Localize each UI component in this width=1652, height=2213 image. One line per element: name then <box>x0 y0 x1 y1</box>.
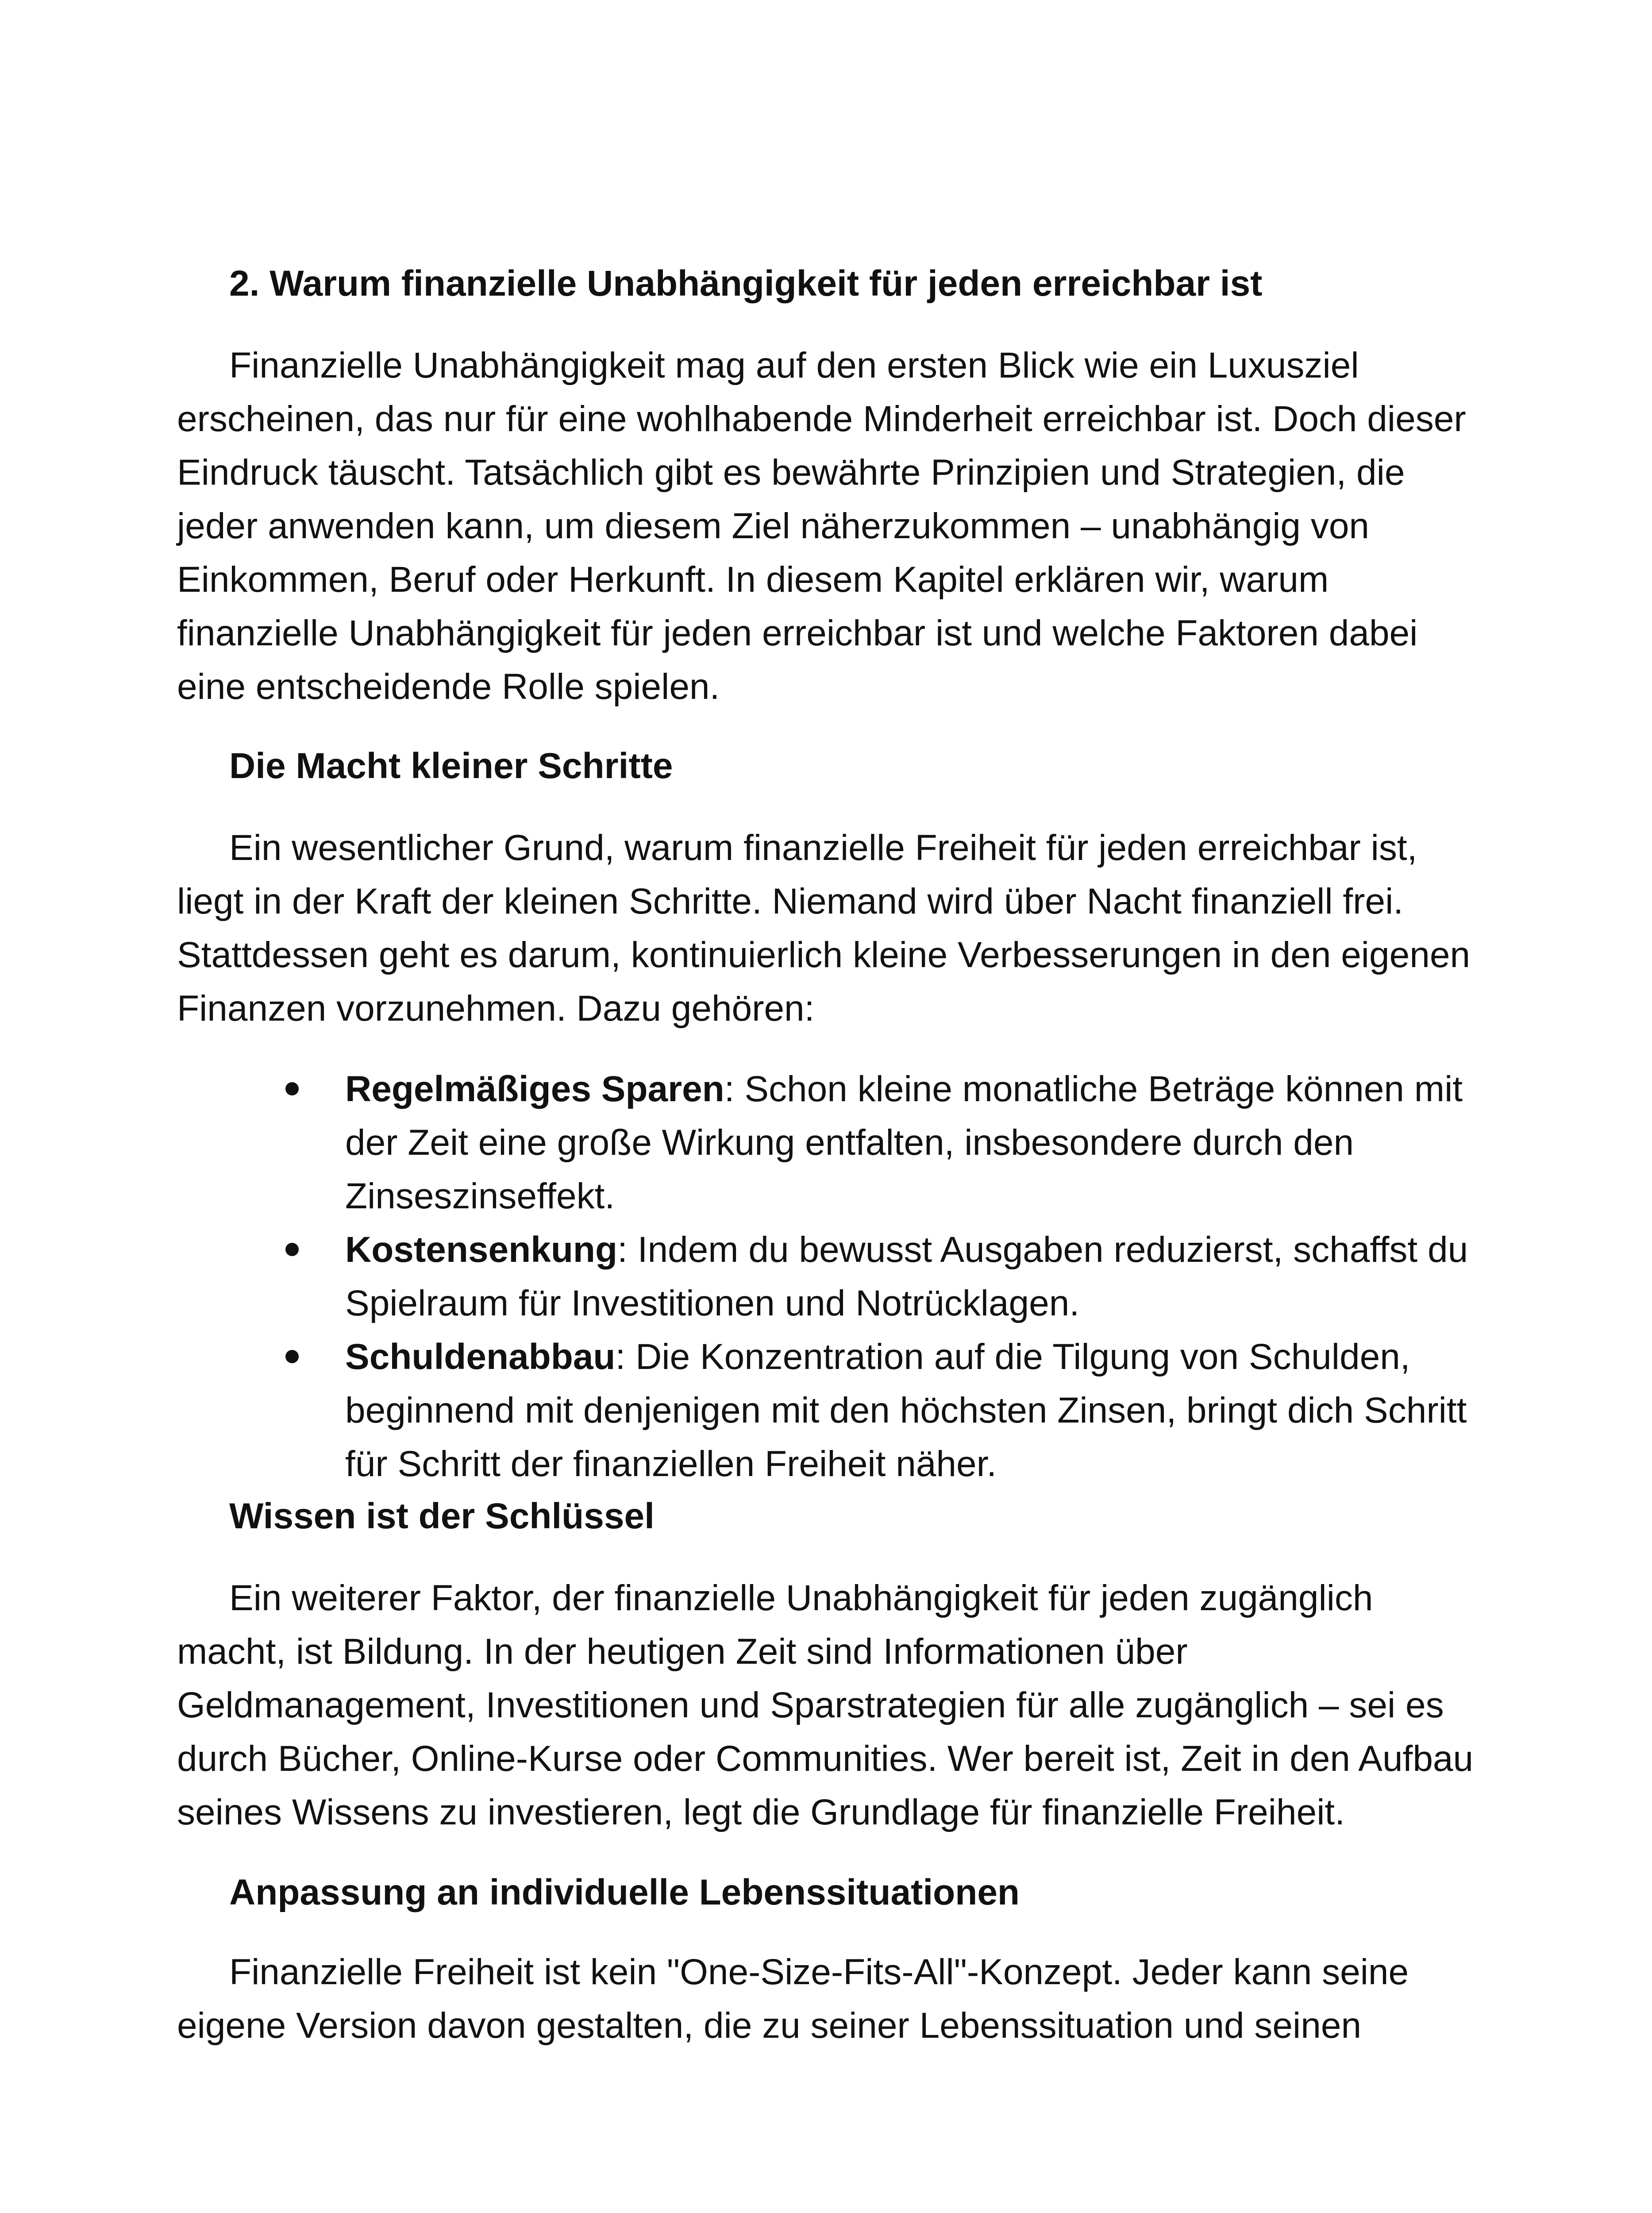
list-item-term: Regelmäßiges Sparen <box>345 1069 724 1109</box>
bullet-icon <box>285 1243 299 1256</box>
bullet-list <box>177 1062 1483 1491</box>
section-paragraph-kleine-schritte: Ein wesentlicher Grund, warum finanzielle Freiheit für jeden erreichbar ist, liegt in der Kraft der kleinen Schritte. Niemand wird über Nacht finanziell frei. Stattdessen geht es darum, kontinuierlich kleine Verbesserungen in den eigenen Finanzen vorzunehmen. Dazu gehören: <box>177 828 1471 1029</box>
chapter-title: 2. Warum finanzielle Unabhängigkeit für jeden erreichbar ist <box>229 263 1263 304</box>
list-item-term: Schuldenabbau <box>345 1337 616 1377</box>
bullet-icon <box>285 1082 299 1095</box>
section-paragraph-anpassung: Finanzielle Freiheit ist kein "One-Size-Fits-All"-Konzept. Jeder kann seine eigene Version davon gestalten, die zu seiner Lebenssituation und seinen <box>177 1952 1409 2046</box>
intro-paragraph: Finanzielle Unabhängigkeit mag auf den ersten Blick wie ein Luxusziel erscheinen, das nur für eine wohlhabende Minderheit erreichbar ist. Doch dieser Eindruck täuscht. Tatsächlich gibt es bewährte Prinzipien und Strategien, die jeder anwenden kann, um diesem Ziel näherzukommen – unabhängig von Einkommen, Beruf oder Herkunft. In diesem Kapitel erklären wir, warum finanzielle Unabhängigkeit für jeden erreichbar ist und welche Faktoren dabei eine entscheidende Rolle spielen. <box>177 345 1466 707</box>
list-item-kostensenkung <box>177 1223 1483 1330</box>
bullet-icon <box>285 1350 299 1363</box>
section-paragraph-wissen: Ein weiterer Faktor, der finanzielle Unabhängigkeit für jeden zugänglich macht, ist Bildung. In der heutigen Zeit sind Informationen über Geldmanagement, Investitionen und Sparstrategien für alle zugänglich – sei es durch Bücher, Online-Kurse oder Communities. Wer bereit ist, Zeit in den Aufbau seines Wissens zu investieren, legt die Grundlage für finanzielle Freiheit. <box>177 1578 1474 1832</box>
section-heading-anpassung: Anpassung an individuelle Lebenssituationen <box>229 1872 1020 1912</box>
section-heading-wissen: Wissen ist der Schlüssel <box>229 1496 655 1536</box>
list-item-schuldenabbau <box>177 1330 1483 1491</box>
list-item-text: : Schon kleine monatliche Beträge können mit der Zeit eine große Wirkung entfalten, insbesondere durch den Zinseszinseffekt. <box>345 1069 1463 1216</box>
list-item-regelmaessiges-sparen <box>177 1062 1483 1223</box>
list-item-term: Kostensenkung <box>345 1230 618 1270</box>
list-item-text: : Die Konzentration auf die Tilgung von Schulden, beginnend mit denjenigen mit den höchsten Zinsen, bringt dich Schritt für Schritt der finanziellen Freiheit näher. <box>345 1337 1467 1484</box>
section-heading-kleine-schritte: Die Macht kleiner Schritte <box>229 746 673 786</box>
list-item-text: : Indem du bewusst Ausgaben reduzierst, schaffst du Spielraum für Investitionen und Notrücklagen. <box>345 1230 1468 1323</box>
